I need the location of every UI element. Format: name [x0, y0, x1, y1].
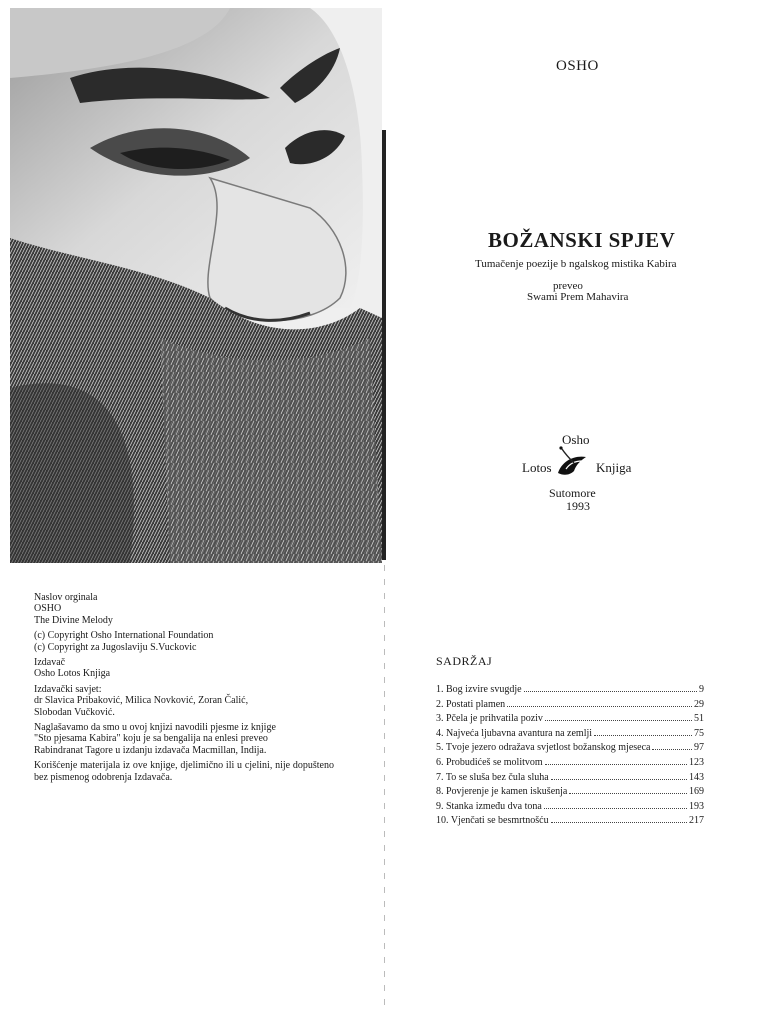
toc-leader-dots: [524, 691, 697, 692]
portrait-drawing: [10, 8, 382, 563]
toc-leader-dots: [507, 706, 692, 707]
toc-entry-page: 75: [694, 727, 704, 739]
rights-notice: Korišćenje materijala iz ove knjige, djelimično ili u cjelini, nije dopušteno bez pismenog odobrenja Izdavača.: [34, 760, 334, 783]
toc-entry-page: 123: [689, 756, 704, 768]
book-spine-edge: [382, 130, 386, 560]
toc-entry-title: 6. Probudićeš se molitvom: [436, 756, 543, 768]
toc-entry-title: 3. Pčela je prihvatila poziv: [436, 713, 543, 725]
toc-leader-dots: [551, 779, 687, 780]
publisher-name: Osho Lotos Knjiga: [34, 668, 111, 680]
toc-entry-title: 4. Najveća ljubavna avantura na zemlji: [436, 727, 593, 739]
toc-entry-title: 5. Tvoje jezero odražava svjetlost božanskog mjeseca: [436, 742, 651, 754]
original-title-label: Naslov orginala: [34, 592, 98, 603]
table-of-contents: [436, 684, 704, 830]
publisher-label: Izdavač: [34, 657, 66, 669]
source-note-line: "Sto pjesama Kabira" koju je sa bengalija na enlesi preveo: [34, 733, 268, 745]
toc-entry: [436, 772, 704, 787]
lotus-bird-logo-icon: [552, 443, 592, 488]
copyright-line: (c) Copyright za Jugoslaviju S.Vuckovic: [34, 641, 197, 653]
toc-entry-title: 9. Stanka između dva tona: [436, 800, 542, 812]
toc-entry-title: 8. Povjerenje je kamen iskušenja: [436, 786, 568, 798]
toc-entry: [436, 757, 704, 772]
editorial-board-label: Izdavački savjet:: [34, 683, 102, 695]
book-subtitle: Tumačenje poezije b ngalskog mistika Kabira: [475, 258, 677, 270]
publication-year: 1993: [566, 499, 590, 513]
publisher-name-osho: Osho: [562, 432, 590, 447]
editorial-board-members: dr Slavica Pribaković, Milica Novković, Zoran Čalić,: [34, 695, 249, 707]
toc-entry-title: 7. To se sluša bez čula sluha: [436, 771, 549, 783]
toc-entry: [436, 684, 704, 699]
publisher-name-lotos: Lotos: [522, 460, 552, 475]
toc-leader-dots: [545, 720, 692, 721]
author-name: OSHO: [556, 58, 599, 74]
toc-entry: [436, 699, 704, 714]
toc-entry-title: 2. Postati plamen: [436, 698, 506, 710]
toc-entry-page: 143: [689, 771, 704, 783]
book-title: BOŽANSKI SPJEV: [488, 228, 676, 252]
toc-leader-dots: [545, 764, 687, 765]
page-fold-line: [384, 565, 385, 1005]
toc-entry: [436, 713, 704, 728]
toc-leader-dots: [594, 735, 692, 736]
toc-entry: [436, 801, 704, 816]
toc-entry: [436, 742, 704, 757]
toc-entry-page: 51: [694, 713, 704, 725]
editorial-board-members: Slobodan Vučković.: [34, 706, 115, 718]
toc-entry-page: 29: [694, 698, 704, 710]
source-note-line: Naglašavamo da smo u ovoj knjizi navodili pjesme iz knjige: [34, 722, 276, 734]
translator-label: preveo: [553, 280, 583, 292]
toc-entry-page: 9: [699, 684, 704, 695]
toc-entry: [436, 728, 704, 743]
imprint-block: [34, 588, 334, 787]
copyright-line: (c) Copyright Osho International Foundation: [34, 630, 214, 642]
publisher-name-knjiga: Knjiga: [596, 460, 632, 475]
source-note-line: Rabindranat Tagore u izdanju izdavača Macmillan, Indija.: [34, 744, 267, 756]
toc-entry-title: 10. Vjenčati se besmrtnošću: [436, 815, 549, 827]
translator-name: Swami Prem Mahavira: [527, 291, 629, 303]
original-author: OSHO: [34, 603, 62, 615]
original-title: The Divine Melody: [34, 614, 113, 626]
toc-leader-dots: [551, 822, 687, 823]
toc-heading: SADRŽAJ: [436, 654, 493, 668]
toc-leader-dots: [652, 749, 692, 750]
toc-entry: [436, 786, 704, 801]
toc-entry-page: 217: [689, 815, 704, 827]
publication-place: Sutomore: [549, 486, 596, 500]
toc-entry-title: 1. Bog izvire svugdje: [436, 684, 522, 695]
toc-entry: [436, 815, 704, 830]
toc-entry-page: 169: [689, 786, 704, 798]
toc-leader-dots: [569, 793, 687, 794]
toc-leader-dots: [544, 808, 687, 809]
author-portrait-photo: [10, 8, 382, 563]
toc-entry-page: 97: [694, 742, 704, 754]
toc-entry-page: 193: [689, 800, 704, 812]
